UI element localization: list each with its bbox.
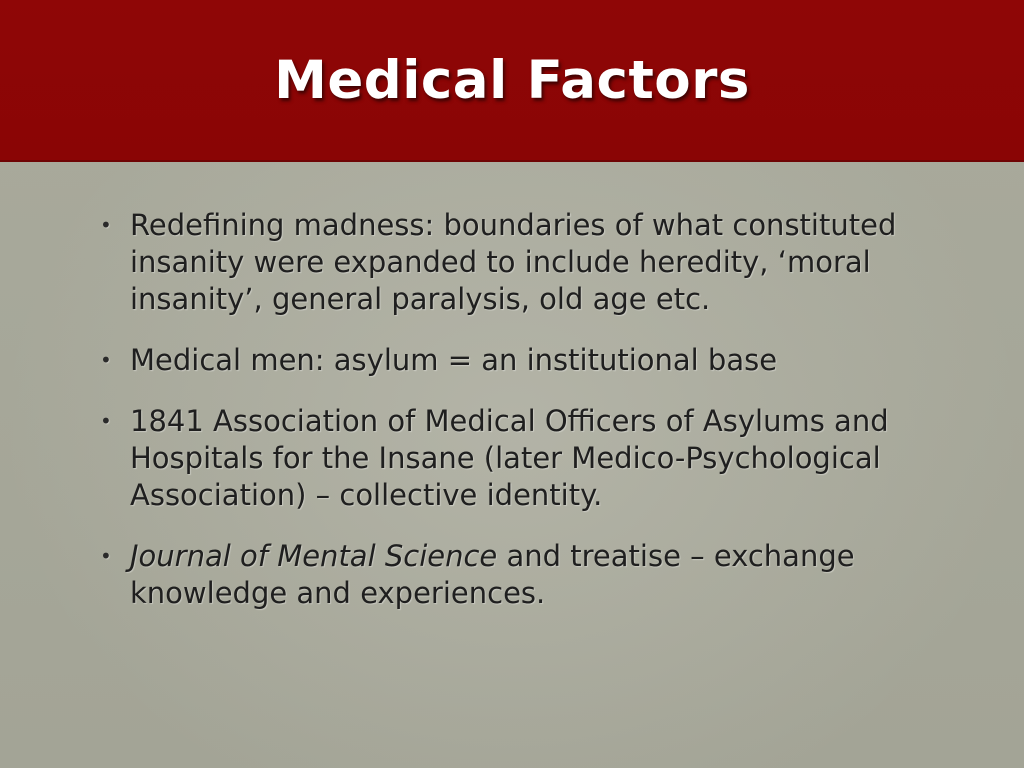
bullet-item-redefining-madness — [100, 207, 930, 318]
bullet-text: Medical men: asylum = an institutional base — [130, 343, 778, 377]
bullet-item-medical-men — [100, 342, 930, 379]
bullet-item-journal — [100, 538, 930, 612]
bullet-icon: • — [100, 213, 112, 237]
bullet-text: 1841 Association of Medical Officers of Asylums and Hospitals for the Insane (later Medico-Psychological Association) – collective identity. — [130, 404, 889, 512]
bullet-text: and treatise – exchange knowledge and experiences. — [130, 539, 855, 610]
bullet-list — [100, 207, 930, 612]
bullet-item-association-1841 — [100, 403, 930, 514]
slide-content — [100, 207, 930, 636]
bullet-text: Redefining madness: boundaries of what constituted insanity were expanded to include heredity, ‘moral insanity’, general paralysis, old age etc. — [130, 208, 897, 316]
journal-title: Journal of Mental Science — [130, 539, 498, 573]
bullet-icon: • — [100, 409, 112, 433]
bullet-icon: • — [100, 544, 112, 568]
title-bar — [0, 0, 1024, 162]
bullet-icon: • — [100, 348, 112, 372]
slide-title: Medical Factors — [274, 50, 750, 111]
